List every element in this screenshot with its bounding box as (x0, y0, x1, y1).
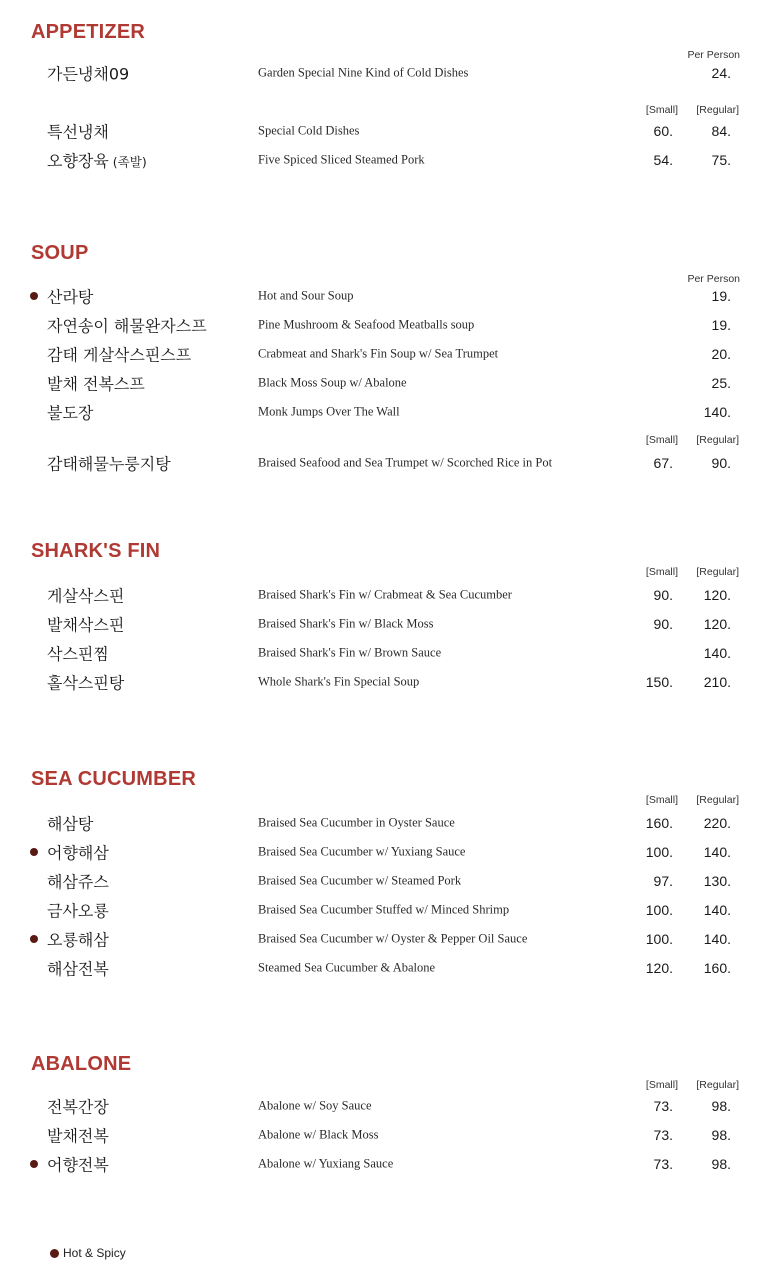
item-korean-name: 해삼전복 (47, 959, 109, 979)
item-korean-name: 발채전복 (47, 1126, 109, 1146)
item-korean-name: 어향해삼 (47, 843, 109, 863)
item-korean-name: 어향전복 (47, 1155, 109, 1175)
item-korean-name: 특선냉채 (47, 122, 109, 142)
menu-item (0, 60, 773, 86)
item-english-name: Braised Sea Cucumber w/ Steamed Pork (258, 873, 462, 888)
item-price-small: 60. (653, 123, 673, 139)
menu-item (0, 640, 773, 666)
item-price-small: 100. (645, 931, 673, 947)
item-english-name: Whole Shark's Fin Special Soup (258, 674, 420, 689)
item-english-name: Five Spiced Sliced Steamed Pork (258, 152, 425, 167)
menu-item (0, 611, 773, 637)
item-korean-name: 금사오룡 (47, 901, 109, 921)
item-korean-name: 해삼탕 (47, 814, 94, 834)
item-korean-name: 발채 전복스프 (47, 374, 145, 394)
item-english-name: Crabmeat and Shark's Fin Soup w/ Sea Trumpet (258, 346, 499, 361)
menu-item (0, 1151, 773, 1177)
menu-item (0, 926, 773, 952)
item-price-regular: 19. (711, 288, 731, 304)
item-english-name: Special Cold Dishes (258, 123, 360, 138)
item-price-regular: 130. (703, 873, 731, 889)
section-title-soup: SOUP (31, 242, 89, 264)
menu-item (0, 897, 773, 923)
item-price-small: 97. (653, 873, 673, 889)
item-korean-name: 게살삭스핀 (47, 586, 125, 606)
item-english-name: Braised Sea Cucumber w/ Oyster & Pepper Oil Sauce (258, 931, 528, 946)
item-korean-main: 오향장육 (47, 151, 109, 171)
item-price-small: 54. (653, 152, 673, 168)
spicy-legend (50, 1246, 126, 1262)
regular-header: [Regular] (696, 434, 739, 446)
item-english-name: Black Moss Soup w/ Abalone (258, 375, 407, 390)
item-price-regular: 220. (703, 815, 731, 831)
menu-item (0, 450, 773, 476)
item-english-name: Garden Special Nine Kind of Cold Dishes (258, 65, 469, 80)
item-english-name: Hot and Sour Soup (258, 288, 354, 303)
per-person-header: Per Person (687, 273, 740, 285)
item-english-name: Steamed Sea Cucumber & Abalone (258, 960, 436, 975)
small-header: [Small] (645, 566, 678, 578)
item-price-regular: 140. (703, 931, 731, 947)
regular-header: [Regular] (696, 794, 739, 806)
menu-item (0, 839, 773, 865)
item-price-regular: 98. (711, 1098, 731, 1114)
item-price-small: 160. (645, 815, 673, 831)
item-english-name: Abalone w/ Soy Sauce (258, 1098, 372, 1113)
spicy-indicator-icon (30, 292, 38, 300)
item-english-name: Braised Shark's Fin w/ Black Moss (258, 616, 434, 631)
section-title-sea-cucumber: SEA CUCUMBER (31, 768, 196, 790)
item-price-regular: 140. (703, 844, 731, 860)
small-header: [Small] (645, 434, 678, 446)
item-korean-name: 오룡해삼 (47, 930, 109, 950)
section-title-abalone: ABALONE (31, 1053, 132, 1075)
item-korean-name: 해삼쥬스 (47, 872, 109, 892)
item-price-small: 90. (653, 587, 673, 603)
item-price-regular: 120. (703, 587, 731, 603)
item-korean-name: 삭스핀찜 (47, 644, 109, 664)
menu-item (0, 341, 773, 367)
small-header: [Small] (645, 1079, 678, 1091)
item-price-small: 67. (653, 455, 673, 471)
item-english-name: Pine Mushroom & Seafood Meatballs soup (258, 317, 475, 332)
item-korean-name: 가든냉채09 (47, 64, 130, 84)
item-korean-name (47, 149, 147, 172)
regular-header: [Regular] (696, 566, 739, 578)
item-price-regular: 75. (711, 152, 731, 168)
item-price-regular: 140. (703, 404, 731, 420)
regular-header: [Regular] (696, 1079, 739, 1091)
item-price-small: 100. (645, 844, 673, 860)
item-korean-name: 감태해물누룽지탕 (47, 454, 171, 474)
menu-item (0, 955, 773, 981)
menu-item (0, 399, 773, 425)
section-title-sharks-fin: SHARK'S FIN (31, 540, 161, 562)
regular-header: [Regular] (696, 104, 739, 116)
item-korean-name: 자연송이 해물완자스프 (47, 316, 207, 336)
item-korean-name: 불도장 (47, 403, 94, 423)
spicy-legend-label: Hot & Spicy (63, 1246, 126, 1260)
item-price-regular: 140. (703, 902, 731, 918)
item-price-regular: 98. (711, 1156, 731, 1172)
item-english-name: Braised Sea Cucumber in Oyster Sauce (258, 815, 455, 830)
menu-item (0, 370, 773, 396)
item-english-name: Braised Seafood and Sea Trumpet w/ Scorched Rice in Pot (258, 455, 553, 470)
menu-item (0, 582, 773, 608)
item-english-name: Braised Sea Cucumber Stuffed w/ Minced Shrimp (258, 902, 510, 917)
item-price-regular: 25. (711, 375, 731, 391)
item-price-regular: 24. (711, 65, 731, 81)
menu-item (0, 868, 773, 894)
item-price-small: 73. (653, 1098, 673, 1114)
menu-item (0, 1122, 773, 1148)
menu-item (0, 147, 773, 173)
item-price-small: 120. (645, 960, 673, 976)
small-header: [Small] (645, 794, 678, 806)
item-price-regular: 160. (703, 960, 731, 976)
item-korean-name: 감태 게살삭스핀스프 (47, 345, 192, 365)
item-price-regular: 210. (703, 674, 731, 690)
item-price-small: 100. (645, 902, 673, 918)
item-korean-name: 산라탕 (47, 287, 94, 307)
spicy-indicator-icon (30, 848, 38, 856)
menu-item (0, 1093, 773, 1119)
small-header: [Small] (645, 104, 678, 116)
item-english-name: Abalone w/ Black Moss (258, 1127, 379, 1142)
item-korean-name: 홀삭스핀탕 (47, 673, 125, 693)
item-price-regular: 19. (711, 317, 731, 333)
item-korean-note: (족발) (108, 154, 147, 170)
spicy-indicator-icon (30, 1160, 38, 1168)
item-price-regular: 140. (703, 645, 731, 661)
item-english-name: Monk Jumps Over The Wall (258, 404, 400, 419)
item-english-name: Braised Shark's Fin w/ Crabmeat & Sea Cucumber (258, 587, 512, 602)
menu-item (0, 118, 773, 144)
menu-item (0, 312, 773, 338)
item-price-small: 73. (653, 1156, 673, 1172)
item-price-regular: 90. (711, 455, 731, 471)
item-price-regular: 98. (711, 1127, 731, 1143)
item-english-name: Abalone w/ Yuxiang Sauce (258, 1156, 394, 1171)
menu-item (0, 810, 773, 836)
item-english-name: Braised Shark's Fin w/ Brown Sauce (258, 645, 442, 660)
item-price-small: 90. (653, 616, 673, 632)
item-korean-name: 발채삭스핀 (47, 615, 125, 635)
item-price-regular: 84. (711, 123, 731, 139)
menu-item (0, 669, 773, 695)
item-price-small: 73. (653, 1127, 673, 1143)
section-title-appetizer: APPETIZER (31, 21, 146, 43)
spicy-indicator-icon (30, 935, 38, 943)
menu-item (0, 283, 773, 309)
item-price-regular: 20. (711, 346, 731, 362)
item-english-name: Braised Sea Cucumber w/ Yuxiang Sauce (258, 844, 466, 859)
spicy-legend-icon (50, 1249, 59, 1258)
item-price-regular: 120. (703, 616, 731, 632)
item-price-small: 150. (645, 674, 673, 690)
item-korean-name: 전복간장 (47, 1097, 109, 1117)
per-person-header: Per Person (687, 49, 740, 61)
